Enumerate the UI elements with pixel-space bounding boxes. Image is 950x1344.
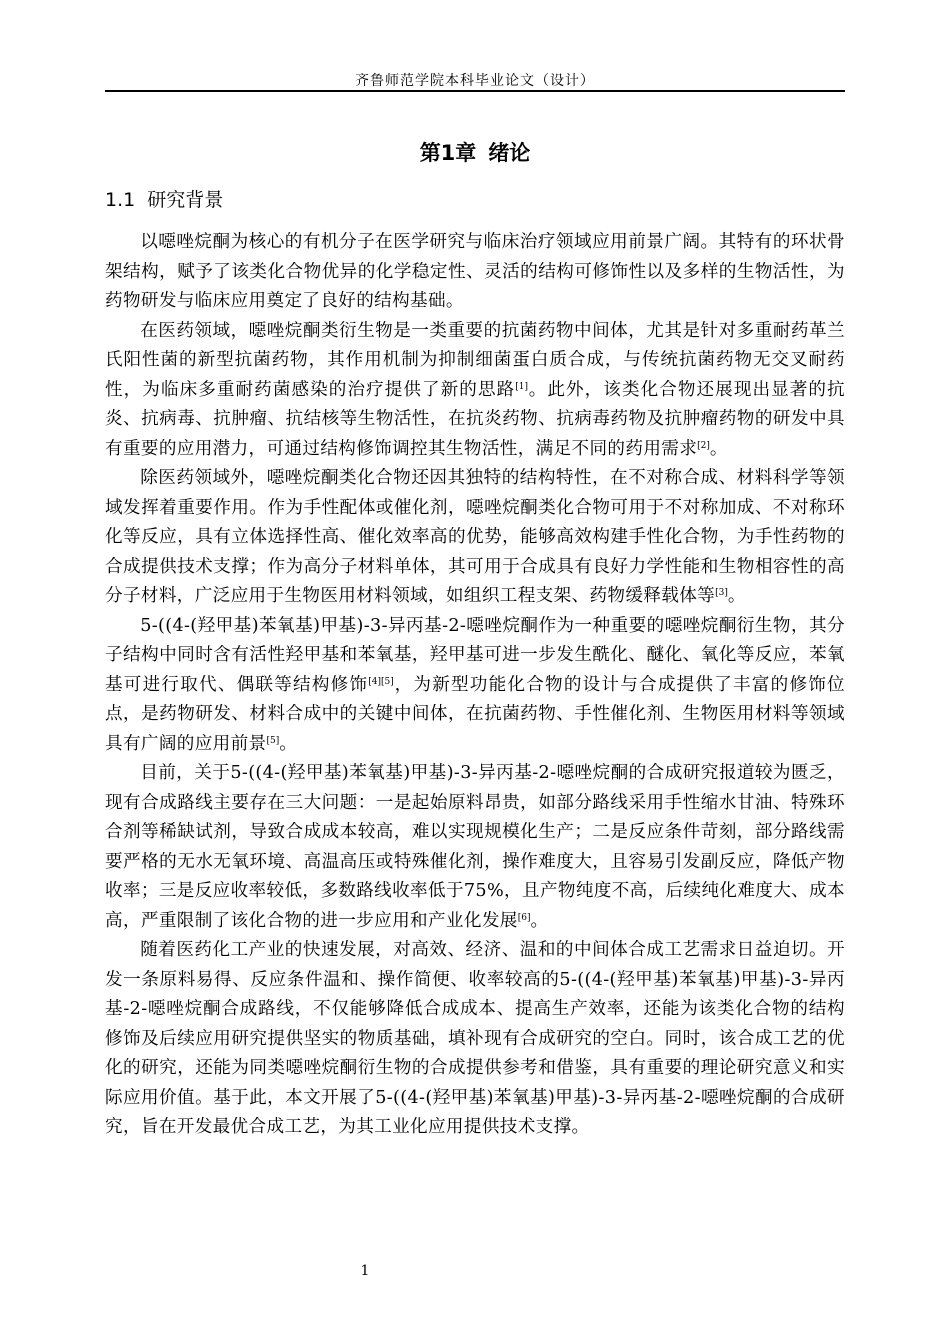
chapter-title [105, 138, 845, 168]
paragraph-text: 目前，关于5-((4-(羟甲基)苯氧基)甲基)-3-异丙基-2-噁唑烷酮的合成研究报道较为匮乏，现有合成路线主要存在三大问题：一是起始原料昂贵，如部分路线采用手性缩水甘油、特殊环合剂等稀缺试剂，导致合成成本较高，难以实现规模化生产；二是反应条件苛刻，部分路线需要严格的无水无氧环境、高温高压或特殊催化剂，操作难度大，且容易引发副反应，降低产物收率；三是反应收率较低，多数路线收率低于75%，且产物纯度不高，后续纯化难度大、成本高，严重限制了该化合物的进一步应用和产业化发展 [105, 763, 845, 931]
paragraph-text: 。 [727, 586, 746, 606]
citation-reference[interactable]: [4][5] [368, 676, 394, 687]
body-paragraph [105, 464, 845, 612]
section-title [105, 186, 223, 214]
body-text [105, 228, 845, 1143]
paragraph-text: 。 [279, 733, 298, 754]
paragraph-text: ，为新型功能化合物的设计与合成提供了丰富的修饰位点，是药物研发、材料合成中的关键中间体，在抗菌药物、手性催化剂、生物医用材料等领域具有广阔的应用前景 [105, 674, 845, 754]
paragraph-text: 。 [530, 910, 549, 931]
citation-reference[interactable]: [1] [515, 381, 528, 392]
body-paragraph [105, 936, 845, 1143]
chapter-name: 绪论 [488, 141, 531, 165]
paragraph-text: 5-((4-(羟甲基)苯氧基)甲基)-3-异丙基-2-噁唑烷酮作为一种重要的噁唑烷酮衍生物，其分子结构中同时含有活性羟甲基和苯氧基，羟甲基可进一步发生酰化、醚化、氧化等反应，苯氧基可进行取代、偶联等结构修饰 [105, 615, 845, 695]
citation-reference[interactable]: [6] [517, 912, 531, 923]
section-name: 研究背景 [147, 189, 224, 211]
paragraph-text: 除医药领域外，噁唑烷酮类化合物还因其独特的结构特性，在不对称合成、材料科学等领域发挥着重要作用。作为手性配体或催化剂，噁唑烷酮类化合物可用于不对称加成、不对称环化等反应，具有立体选择性高、催化效率高的优势，能够高效构建手性化合物，为手性药物的合成提供技术支撑；作为高分子材料单体，其可用于合成具有良好力学性能和生物相容性的高分子材料，广泛应用于生物医用材料领域，如组织工程支架、药物缓释载体等 [105, 468, 845, 606]
citation-reference[interactable]: [3] [715, 588, 728, 598]
paragraph-text: 在医药领域，噁唑烷酮类衍生物是一类重要的抗菌药物中间体，尤其是针对多重耐药革兰氏阳性菌的新型抗菌药物，其作用机制为抑制细菌蛋白质合成，与传统抗菌药物无交叉耐药性，为临床多重耐药菌感染的治疗提供了新的思路 [105, 320, 845, 400]
page-number: 1 [360, 1263, 370, 1279]
chapter-number: 第1章 [419, 141, 477, 165]
body-paragraph [105, 759, 845, 936]
running-header: 齐鲁师范学院本科毕业论文（设计） [355, 73, 595, 89]
citation-reference[interactable]: [2] [697, 440, 710, 451]
paragraph-text: 。此外，该类化合物还展现出显著的抗炎、抗病毒、抗肿瘤、抗结核等生物活性，在抗炎药物、抗病毒药物及抗肿瘤药物的研发中具有重要的应用潜力，可通过结构修饰调控其生物活性，满足不同的药用需求 [105, 379, 846, 459]
citation-reference[interactable]: [5] [266, 735, 280, 746]
paragraph-text: 以噁唑烷酮为核心的有机分子在医学研究与临床治疗领域应用前景广阔。其特有的环状骨架结构，赋予了该类化合物优异的化学稳定性、灵活的结构可修饰性以及多样的生物活性，为药物研发与临床应用奠定了良好的结构基础。 [105, 232, 845, 311]
body-paragraph [105, 228, 845, 317]
paragraph-text: 随着医药化工产业的快速发展，对高效、经济、温和的中间体合成工艺需求日益迫切。开发一条原料易得、反应条件温和、操作简便、收率较高的5-((4-(羟甲基)苯氧基)甲基)-3-异丙基-2-噁唑烷酮合成路线，不仅能够降低合成成本、提高生产效率，还能为该类化合物的结构修饰及后续应用研究提供坚实的物质基础，填补现有合成研究的空白。同时，该合成工艺的优化的研究，还能为同类噁唑烷酮衍生物的合成提供参考和借鉴，具有重要的理论研究意义和实际应用价值。基于此，本文开展了5-((4-(羟甲基)苯氧基)甲基)-3-异丙基-2-噁唑烷酮的合成研究，旨在开发最优合成工艺，为其工业化应用提供技术支撑。 [105, 940, 845, 1137]
header-rule [105, 90, 845, 92]
paragraph-text: 。 [709, 438, 728, 459]
section-number: 1.1 [105, 189, 136, 211]
body-paragraph [105, 612, 845, 760]
body-paragraph [105, 317, 845, 465]
